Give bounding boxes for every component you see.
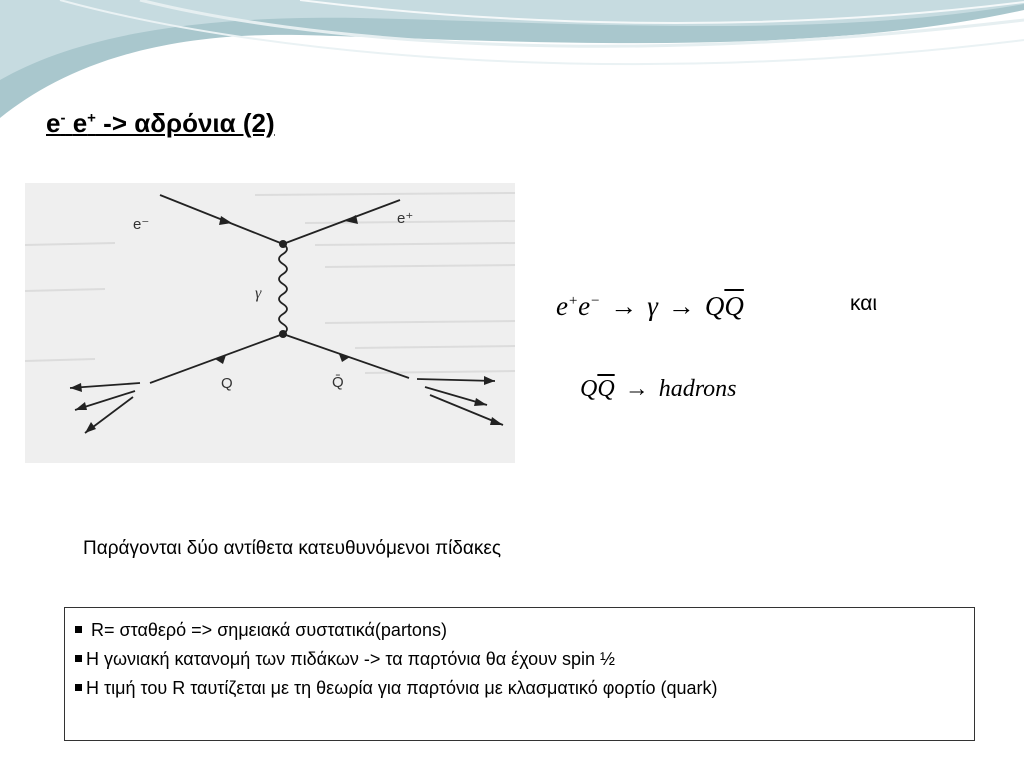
bullet-box	[64, 607, 975, 741]
bullet-square-icon	[75, 684, 82, 691]
bullet-item: Η γωνιακή κατανομή των πιδάκων -> τα παρτόνια θα έχουν spin ½	[75, 645, 964, 674]
bullet-square-icon	[75, 655, 82, 662]
label-e-minus: e⁻	[133, 216, 150, 233]
bullet-square-icon	[75, 626, 82, 633]
bullet-item: R= σταθερό => σημειακά συστατικά(partons)	[75, 616, 964, 645]
label-gamma: γ	[255, 285, 262, 302]
label-q-bar: Q̄	[332, 374, 344, 391]
photon-wavy-line	[279, 244, 287, 334]
label-q: Q	[221, 375, 233, 392]
equation-ee-to-qqbar: $e^+e^- \to \gamma \to Q\overline{Q}$	[556, 291, 744, 321]
equation-qqbar-to-hadrons: $Q\overline{Q}$ → hadrons	[580, 376, 737, 402]
bullet-item: Η τιμή του R ταυτίζεται με τη θεωρία για παρτόνια με κλασματικό φορτίο (quark)	[75, 674, 964, 703]
slide-title: e- e+ -> αδρόνια (2)	[46, 108, 275, 138]
header-wave-decoration	[0, 0, 1024, 120]
conjunction-text: και	[850, 292, 878, 315]
jets-statement: Παράγονται δύο αντίθετα κατευθυνόμενοι πίδακες	[83, 538, 501, 559]
label-e-plus: e⁺	[397, 210, 414, 227]
feynman-diagram-image	[25, 183, 515, 463]
